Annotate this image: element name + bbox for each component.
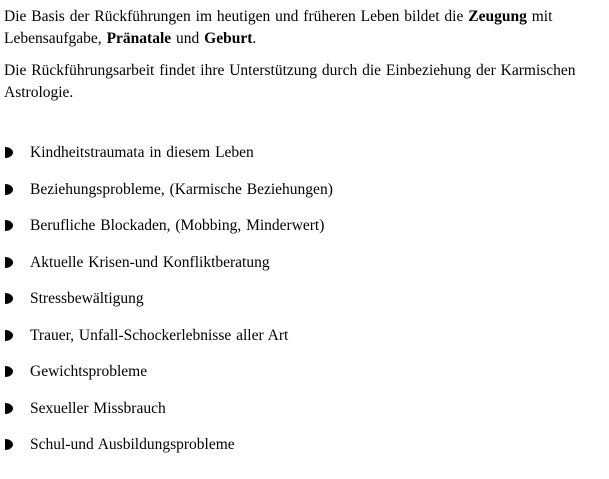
- list-item: [4, 288, 599, 310]
- list-item-label: Stressbewältigung: [30, 290, 144, 307]
- list-item: [4, 215, 599, 237]
- right-half-circle-bullet-icon: [5, 257, 13, 268]
- text-run: Die Basis der Rückführungen im heutigen und früheren Leben bildet die: [4, 8, 469, 25]
- right-half-circle-bullet-icon: [5, 330, 13, 341]
- text-run: Lebensaufgabe,: [4, 30, 107, 47]
- list-item-label: Kindheitstraumata in diesem Leben: [30, 144, 254, 161]
- topics-list: [4, 142, 599, 456]
- bold-term-praenatale: Pränatale: [106, 30, 172, 47]
- list-item-label: Sexueller Missbrauch: [30, 399, 166, 417]
- right-half-circle-bullet-icon: [5, 184, 13, 195]
- intro-line-1: [4, 6, 599, 28]
- list-item: [4, 398, 599, 420]
- support-line-1: Die Rückführungsarbeit findet ihre Unterstützung durch die Einbeziehung der Karmischen: [4, 62, 576, 79]
- right-half-circle-bullet-icon: [5, 403, 13, 414]
- text-run: und: [171, 30, 205, 47]
- intro-line-2: [4, 28, 599, 50]
- bold-term-zeugung: Zeugung: [468, 8, 527, 25]
- list-item-label: Trauer, Unfall-Schockerlebnisse aller Art: [30, 326, 289, 344]
- list-item-label: Schul-und Ausbildungsprobleme: [30, 436, 235, 453]
- list-item-label: Berufliche Blockaden, (Mobbing, Minderwert): [30, 217, 325, 234]
- list-item-label: Aktuelle Krisen-und Konfliktberatung: [30, 253, 270, 271]
- right-half-circle-bullet-icon: [5, 439, 13, 450]
- list-item: [4, 179, 599, 201]
- list-item: [4, 325, 599, 347]
- list-item: [4, 252, 599, 274]
- right-half-circle-bullet-icon: [5, 147, 13, 158]
- right-half-circle-bullet-icon: [5, 366, 13, 377]
- text-run: .: [252, 30, 257, 47]
- list-item: [4, 142, 599, 164]
- intro-paragraph: [4, 6, 599, 50]
- right-half-circle-bullet-icon: [5, 293, 13, 304]
- list-item: [4, 434, 599, 456]
- list-item: [4, 361, 599, 383]
- text-run: mit: [526, 8, 553, 25]
- support-paragraph: [4, 60, 599, 104]
- list-item-label: Gewichtsprobleme: [30, 363, 148, 380]
- list-item-label: Beziehungsprobleme, (Karmische Beziehungen): [30, 180, 333, 198]
- support-line-2: Astrologie.: [4, 84, 74, 101]
- bold-term-geburt: Geburt: [204, 30, 253, 47]
- right-half-circle-bullet-icon: [5, 220, 13, 231]
